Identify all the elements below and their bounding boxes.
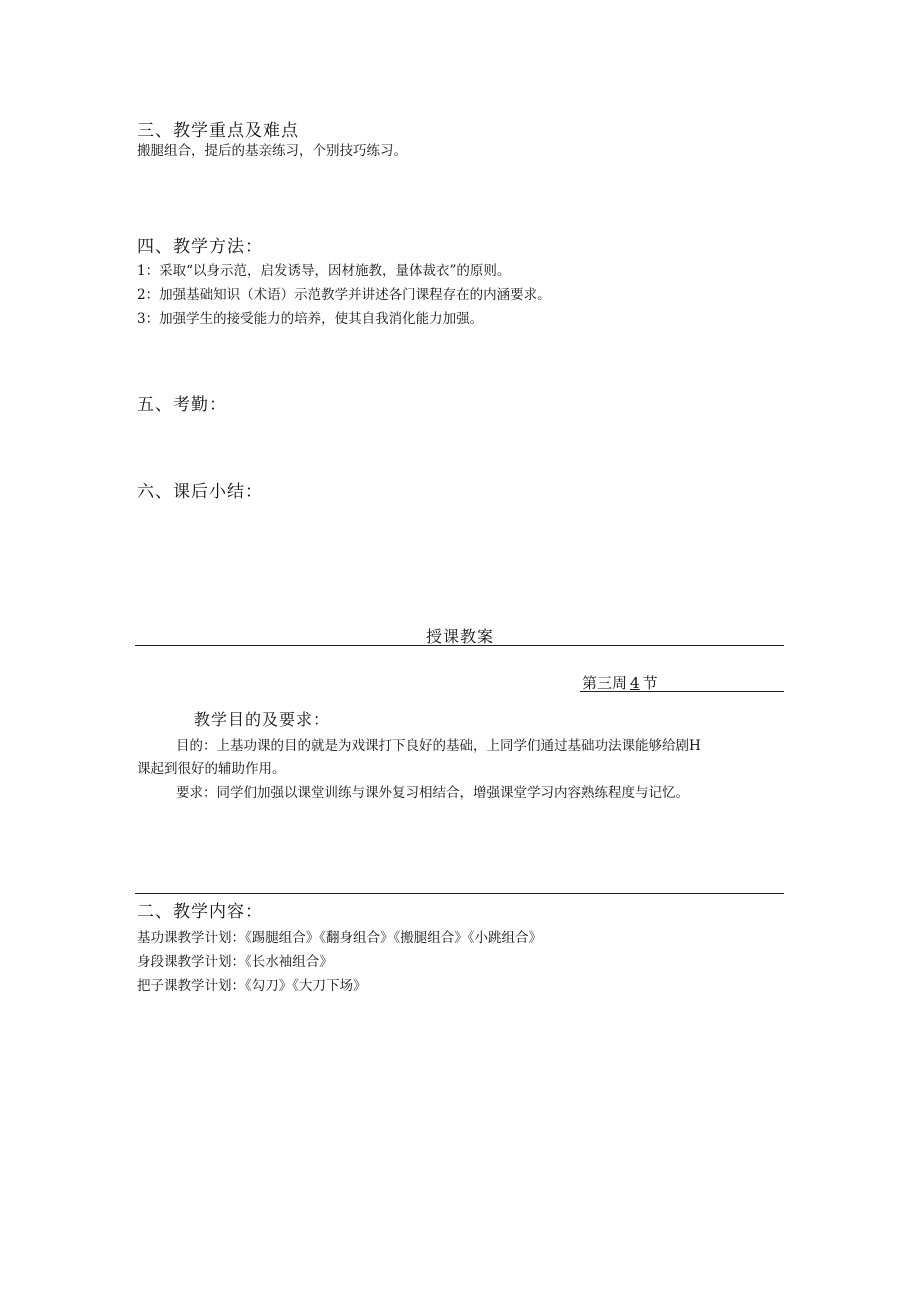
purpose-line-1: 目的：上基功课的目的就是为戏课打下良好的基础，上同学们通过基础功法课能够给剧H <box>176 738 701 754</box>
method-item: 2：加强基础知识（术语）示范教学并讲述各门课程存在的内涵要求。 <box>137 287 551 303</box>
method-item: 1：采取“以身示范，启发诱导，因材施教，量体裁衣”的原则。 <box>137 263 511 279</box>
week-session-label <box>582 672 658 693</box>
purpose-line-2: 课起到很好的辅助作用。 <box>137 761 286 777</box>
lesson-plan-title: 授课教案 <box>425 627 494 646</box>
session-unit: 节 <box>642 674 658 692</box>
content-item: 基功课教学计划：《踢腿组合》《翻身组合》《搬腿组合》《小跳组合》 <box>137 930 542 946</box>
section6-heading: 六、课后小结： <box>137 482 263 502</box>
content-item: 身段课教学计划：《长水袖组合》 <box>137 954 333 970</box>
week-rule <box>580 691 784 692</box>
method-item: 3：加强学生的接受能力的培养，使其自我消化能力加强。 <box>137 311 484 327</box>
section4-heading: 四、教学方法： <box>137 237 263 257</box>
content-rule <box>135 893 784 894</box>
section5-heading: 五、考勤： <box>137 395 227 415</box>
session-number: 4 <box>630 674 640 692</box>
title-rule <box>135 645 784 646</box>
content-item: 把子课教学计划：《勾刀》《大刀下场》 <box>137 978 367 994</box>
content-heading: 二、教学内容： <box>137 902 263 922</box>
section3-heading: 三、教学重点及难点 <box>137 121 299 141</box>
objectives-heading: 教学目的及要求： <box>194 710 331 729</box>
section3-text: 搬腿组合，提后的基亲练习，个别技巧练习。 <box>137 143 407 159</box>
requirement-text: 要求：同学们加强以课堂训练与课外复习相结合，增强课堂学习内容熟练程度与记忆。 <box>176 785 689 801</box>
week-label: 第三周 <box>582 674 628 692</box>
